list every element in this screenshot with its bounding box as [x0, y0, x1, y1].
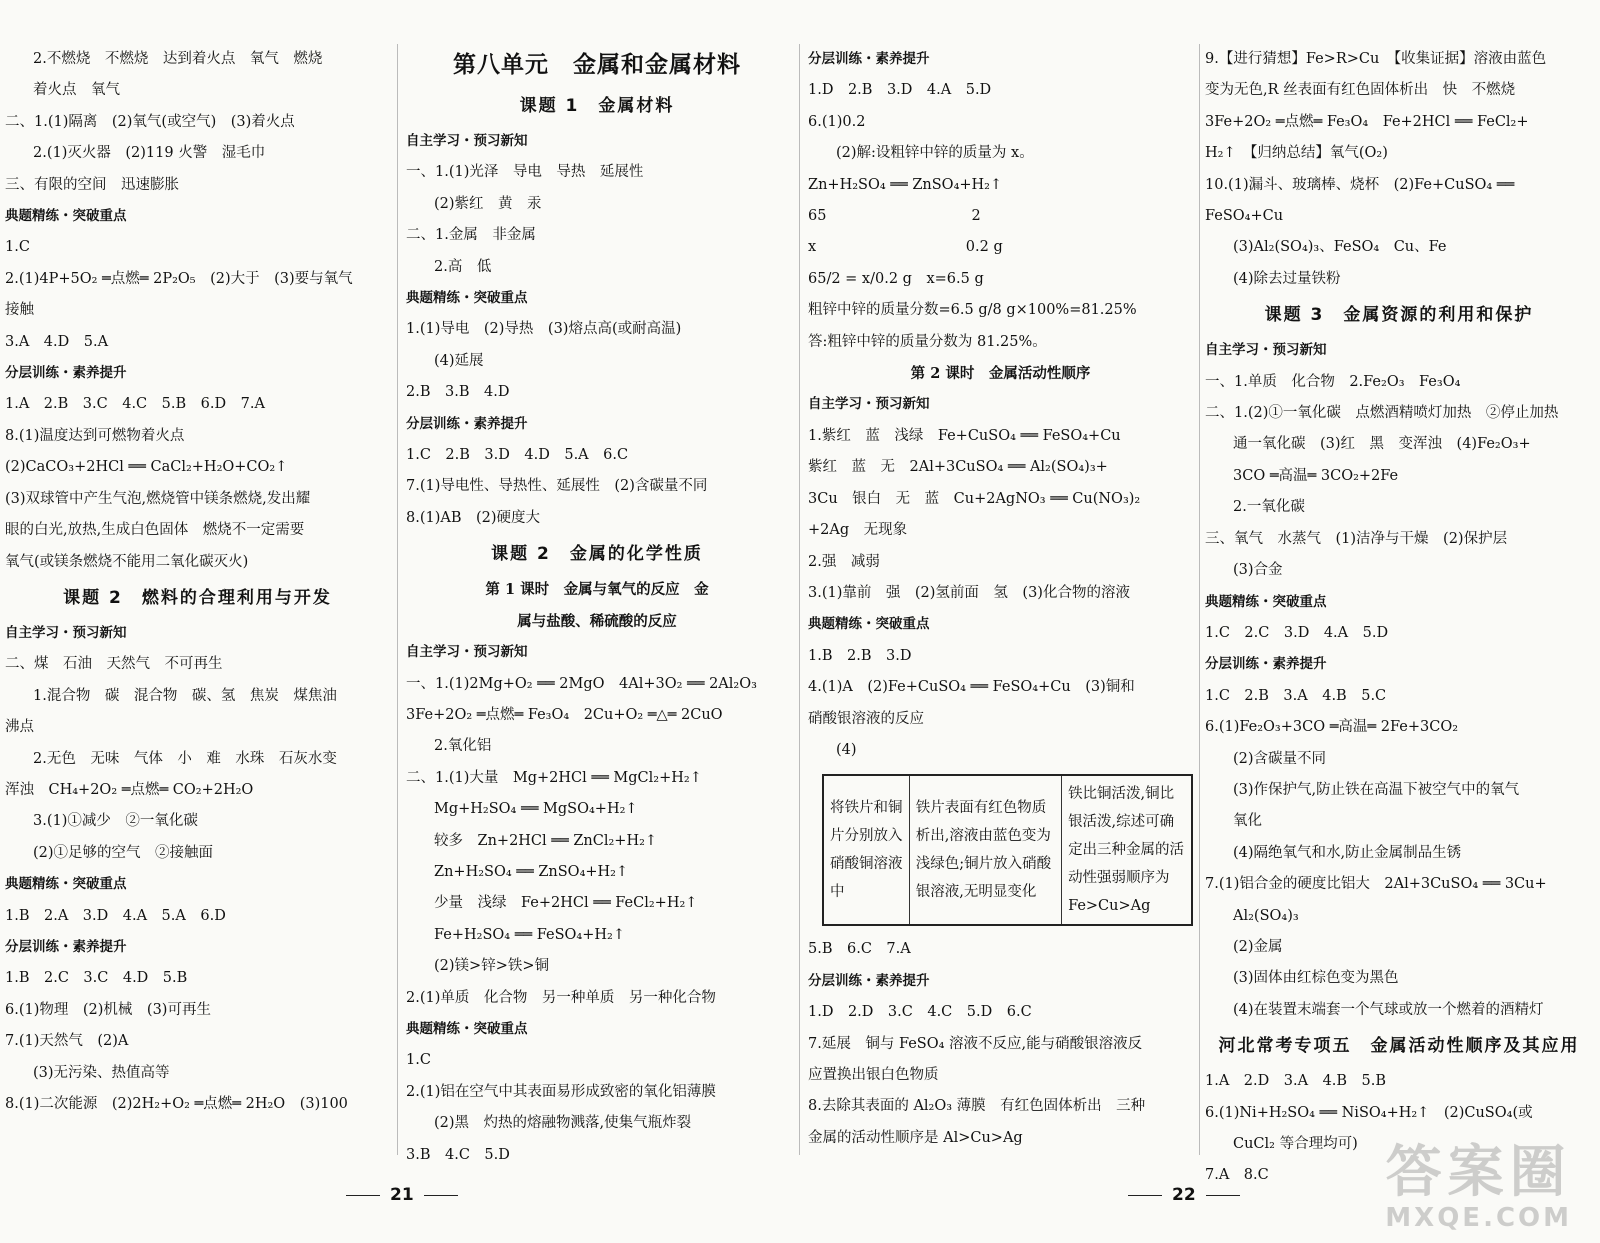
watermark-url: MXQE.COM [1385, 1203, 1572, 1233]
answer-line: 少量 浅绿 Fe+2HCl ══ FeCl₂+H₂↑ [434, 895, 698, 912]
answer-line: 1.C 2.B 3.D 4.D 5.A 6.C [406, 447, 629, 464]
answer-line: 二、煤 石油 天然气 不可再生 [5, 656, 223, 673]
answer-line: Fe+H₂SO₄ ══ FeSO₄+H₂↑ [434, 926, 626, 943]
section-label: 典题精练・突破重点 [1205, 593, 1327, 610]
lesson-title: 课题 3 金属资源的利用和保护 [1264, 305, 1534, 326]
answer-line: 通一氧化碳 (3)红 黑 变浑浊 (4)Fe₂O₃+ [1233, 436, 1531, 453]
answer-line: 3.A 4.D 5.A [5, 333, 109, 350]
answer-line: 1.C [5, 239, 30, 256]
answer-line: 8.去除其表面的 Al₂O₃ 薄膜 有红色固体析出 三种 [808, 1098, 1146, 1115]
section-label: 典题精练・突破重点 [5, 876, 127, 893]
answer-line: 金属的活动性顺序是 Al>Cu>Ag [808, 1129, 1023, 1146]
answer-line: x 0.2 g [808, 239, 1003, 256]
answer-line: 一、1.单质 化合物 2.Fe₂O₃ Fe₃O₄ [1205, 373, 1461, 390]
section-label: 典题精练・突破重点 [406, 290, 528, 307]
answer-line: 答:粗锌中锌的质量分数为 81.25%。 [808, 333, 1047, 350]
column-4 [1205, 44, 1593, 1192]
answer-line: 3.(1)①减少 ②一氧化碳 [33, 813, 198, 830]
answer-line: +2Ag 无现象 [808, 522, 908, 539]
answer-line: 二、1.(1)大量 Mg+2HCl ══ MgCl₂+H₂↑ [406, 769, 702, 786]
answer-line: 1.紫红 蓝 浅绿 Fe+CuSO₄ ══ FeSO₄+Cu [808, 427, 1121, 444]
answer-line: 三、氧气 水蒸气 (1)洁净与干燥 (2)保护层 [1205, 530, 1508, 547]
answer-line: 变为无色,R 丝表面有红色固体析出 快 不燃烧 [1205, 82, 1516, 99]
answer-line: 8.(1)温度达到可燃物着火点 [5, 427, 185, 444]
answer-line: (4)延展 [434, 352, 484, 369]
section-label: 分层训练・素养提升 [1205, 656, 1327, 673]
section-label: 分层训练・素养提升 [5, 365, 127, 382]
answer-line: (2)含碳量不同 [1233, 750, 1327, 767]
answer-line: 6.(1)Fe₂O₃+3CO ═高温═ 2Fe+3CO₂ [1205, 719, 1459, 736]
unit-title: 第八单元 金属和金属材料 [453, 52, 741, 78]
column-1 [5, 44, 390, 1120]
answer-line: (2)镁>锌>铁>铜 [434, 958, 549, 975]
answer-line: 2.(1)4P+5O₂ ═点燃═ 2P₂O₅ (2)大于 (3)要与氧气 [5, 270, 353, 287]
answer-line: Al₂(SO₄)₃ [1233, 907, 1299, 924]
answer-line: 1.混合物 碳 混合物 碳、氢 焦炭 煤焦油 [33, 687, 337, 704]
answer-line: 应置换出银白色物质 [808, 1066, 939, 1083]
answer-line: 着火点 氧气 [33, 82, 120, 99]
answer-line: 7.(1)铝合金的硬度比铝大 2Al+3CuSO₄ ══ 3Cu+ [1205, 876, 1547, 893]
answer-line: 3CO ═高温═ 3CO₂+2Fe [1233, 467, 1399, 484]
answer-line: (4) [836, 741, 857, 758]
section-label: 自主学习・预习新知 [5, 624, 127, 641]
section-label: 典题精练・突破重点 [5, 208, 127, 225]
answer-line: 一、1.(1)2Mg+O₂ ══ 2MgO 4Al+3O₂ ══ 2Al₂O₃ [406, 675, 757, 692]
answer-line: 接触 [5, 302, 34, 319]
page-number-right: 22 [1118, 1185, 1250, 1205]
answer-line: (3)双球管中产生气泡,燃烧管中镁条燃烧,发出耀 [5, 490, 311, 507]
answer-line: 5.B 6.C 7.A [808, 941, 911, 958]
answer-line: (3)无污染、热值高等 [33, 1064, 170, 1081]
answer-line: 1.C [406, 1052, 431, 1069]
column-divider [799, 44, 800, 1155]
column-2 [406, 44, 788, 1171]
answer-line: 沸点 [5, 719, 34, 736]
answer-line: 二、1.(1)隔离 (2)氧气(或空气) (3)着火点 [5, 113, 295, 130]
answer-line: 3Cu 银白 无 蓝 Cu+2AgNO₃ ══ Cu(NO₃)₂ [808, 490, 1141, 507]
answer-line: 6.(1)物理 (2)机械 (3)可再生 [5, 1001, 211, 1018]
answer-line: 紫红 蓝 无 2Al+3CuSO₄ ══ Al₂(SO₄)₃+ [808, 459, 1108, 476]
answer-line: 6.(1)0.2 [808, 113, 866, 130]
lesson-title: 课题 2 燃料的合理利用与开发 [63, 587, 332, 608]
answer-line: (3)作保护气,防止铁在高温下被空气中的氧气 [1233, 781, 1520, 798]
answer-line: 2.(1)单质 化合物 另一种单质 另一种化合物 [406, 989, 716, 1006]
answer-line: 1.B 2.C 3.C 4.D 5.B [5, 970, 188, 987]
answer-line: 1.C 2.C 3.D 4.A 5.D [1205, 624, 1389, 641]
answer-line: 1.D 2.D 3.C 4.C 5.D 6.C [808, 1004, 1032, 1021]
answer-line: 1.A 2.B 3.C 4.C 5.B 6.D 7.A [5, 396, 265, 413]
section-label: 分层训练・素养提升 [808, 972, 930, 989]
answer-line: (2)①足够的空气 ②接触面 [33, 844, 214, 861]
period-title: 第 2 课时 金属活动性顺序 [910, 365, 1091, 383]
section-label: 自主学习・预习新知 [1205, 342, 1327, 359]
answer-line: 1.B 2.A 3.D 4.A 5.A 6.D [5, 907, 226, 924]
answer-line: 65/2 = x/0.2 g x=6.5 g [808, 270, 984, 287]
answer-line: 7.延展 铜与 FeSO₄ 溶液不反应,能与硝酸银溶液反 [808, 1035, 1143, 1052]
answer-line: 1.B 2.B 3.D [808, 647, 912, 664]
answer-line: Zn+H₂SO₄ ══ ZnSO₄+H₂↑ [434, 863, 629, 880]
answer-line: 6.(1)Ni+H₂SO₄ ══ NiSO₄+H₂↑ (2)CuSO₄(或 [1205, 1104, 1533, 1121]
answer-line: 一、1.(1)光泽 导电 导热 延展性 [406, 164, 644, 181]
watermark-logo-text: 答案圈 [1385, 1140, 1572, 1205]
answer-line: (2)CaCO₃+2HCl ══ CaCl₂+H₂O+CO₂↑ [5, 459, 288, 476]
answer-line: 7.(1)天然气 (2)A [5, 1033, 129, 1050]
answer-line: 3.(1)靠前 强 (2)氢前面 氢 (3)化合物的溶液 [808, 584, 1130, 601]
answer-line: (2)黑 灼热的熔融物溅落,使集气瓶炸裂 [434, 1115, 692, 1132]
answer-line: 2.一氧化碳 [1233, 499, 1305, 516]
answer-line: FeSO₄+Cu [1205, 208, 1284, 225]
answer-line: 3.B 4.C 5.D [406, 1146, 510, 1163]
answer-line: 2.无色 无味 气体 小 难 水珠 石灰水变 [33, 750, 337, 767]
answer-line: 3Fe+2O₂ ═点燃═ Fe₃O₄ 2Cu+O₂ ═△═ 2CuO [406, 706, 723, 723]
answer-line: 较多 Zn+2HCl ══ ZnCl₂+H₂↑ [434, 832, 658, 849]
table-cell: 将铁片和铜片分别放入硝酸铜溶液中 [823, 775, 909, 925]
answer-line: 1.C 2.B 3.A 4.B 5.C [1205, 687, 1387, 704]
section-label: 分层训练・素养提升 [406, 415, 528, 432]
answer-line: (3)合金 [1233, 562, 1283, 579]
lesson-title: 课题 2 金属的化学性质 [491, 544, 703, 565]
experiment-table [822, 774, 1193, 926]
answer-line: 氧化 [1233, 813, 1262, 830]
answer-line: H₂↑ 【归纳总结】氧气(O₂) [1205, 145, 1388, 162]
section-label: 自主学习・预习新知 [808, 396, 930, 413]
answer-line: 2.强 减弱 [808, 553, 880, 570]
answer-line: (4)隔绝氧气和水,防止金属制品生锈 [1233, 844, 1462, 861]
section-label: 典题精练・突破重点 [406, 1020, 528, 1037]
answer-line: 10.(1)漏斗、玻璃棒、烧杯 (2)Fe+CuSO₄ ══ [1205, 176, 1515, 193]
answer-line: 8.(1)AB (2)硬度大 [406, 509, 541, 526]
answer-line: 7.(1)导电性、导热性、延展性 (2)含碳量不同 [406, 478, 708, 495]
column-divider [1199, 44, 1200, 1155]
section-label: 分层训练・素养提升 [808, 51, 930, 67]
period-title: 第 1 课时 金属与氧气的反应 金 [485, 581, 709, 599]
answer-line: 二、1.(2)①一氧化碳 点燃酒精喷灯加热 ②停止加热 [1205, 405, 1559, 422]
answer-line: 硝酸银溶液的反应 [808, 710, 924, 727]
watermark [1385, 1140, 1572, 1233]
section-label: 典题精练・突破重点 [808, 616, 930, 633]
answer-line: 2.(1)灭火器 (2)119 火警 湿毛巾 [33, 145, 266, 162]
answer-line: (4)除去过量铁粉 [1233, 270, 1341, 287]
answer-line: 8.(1)二次能源 (2)2H₂+O₂ ═点燃═ 2H₂O (3)100 [5, 1096, 348, 1112]
answer-line: 9.【进行猜想】Fe>R>Cu 【收集证据】溶液由蓝色 [1205, 51, 1547, 67]
answer-line: 4.(1)A (2)Fe+CuSO₄ ══ FeSO₄+Cu (3)铜和 [808, 679, 1135, 696]
answer-line: 2.不燃烧 不燃烧 达到着火点 氧气 燃烧 [33, 51, 323, 67]
column-3 [808, 44, 1193, 1154]
table-cell: 铁比铜活泼,铜比银活泼,综述可确定出三种金属的活动性强弱顺序为 Fe>Cu>Ag [1062, 775, 1192, 925]
answer-line: 1.(1)导电 (2)导热 (3)熔点高(或耐高温) [406, 321, 682, 338]
answer-line: Mg+H₂SO₄ ══ MgSO₄+H₂↑ [434, 801, 638, 818]
answer-line: 1.D 2.B 3.D 4.A 5.D [808, 82, 992, 99]
answer-line: 3Fe+2O₂ ═点燃═ Fe₃O₄ Fe+2HCl ══ FeCl₂+ [1205, 113, 1529, 130]
answer-line: (2)解:设粗锌中锌的质量为 x。 [836, 145, 1034, 162]
page-number-left: 21 [336, 1185, 468, 1205]
lesson-title: 课题 1 金属材料 [519, 96, 675, 116]
answer-line: 2.高 低 [434, 258, 492, 275]
answer-line: 2.B 3.B 4.D [406, 384, 510, 401]
answer-line: (3)固体由红棕色变为黑色 [1233, 970, 1399, 987]
answer-line: 三、有限的空间 迅速膨胀 [5, 176, 179, 193]
answer-line: (2)金属 [1233, 938, 1283, 955]
answer-line: 眼的白光,放热,生成白色固体 燃烧不一定需要 [5, 522, 305, 539]
column-divider [397, 44, 398, 1155]
answer-line: (2)紫红 黄 汞 [434, 195, 542, 212]
answer-line: 2.(1)铝在空气中其表面易形成致密的氧化铝薄膜 [406, 1083, 716, 1100]
answer-line: (4)在装置末端套一个气球或放一个燃着的酒精灯 [1233, 1001, 1544, 1018]
answer-line: 氧气(或镁条燃烧不能用二氧化碳灭火) [5, 553, 249, 570]
table-cell: 铁片表面有红色物质析出,溶液由蓝色变为浅绿色;铜片放入硝酸银溶液,无明显变化 [909, 775, 1061, 925]
answer-line: CuCl₂ 等合理均可) [1233, 1136, 1358, 1152]
section-label: 自主学习・预习新知 [406, 644, 528, 661]
section-label: 自主学习・预习新知 [406, 133, 528, 149]
answer-line: 2.氧化铝 [434, 738, 492, 755]
answer-line: 1.A 2.D 3.A 4.B 5.B [1205, 1073, 1387, 1090]
lesson-title: 河北常考专项五 金属活动性顺序及其应用 [1218, 1036, 1580, 1057]
period-title: 属与盐酸、稀硫酸的反应 [517, 612, 677, 630]
answer-line: 65 2 [808, 208, 981, 225]
answer-line: 粗锌中锌的质量分数=6.5 g/8 g×100%=81.25% [808, 302, 1137, 319]
answer-line: 浑浊 CH₄+2O₂ ═点燃═ CO₂+2H₂O [5, 781, 254, 798]
answer-line: 二、1.金属 非金属 [406, 227, 536, 244]
answer-line: 7.A 8.C [1205, 1167, 1269, 1184]
answer-line: Zn+H₂SO₄ ══ ZnSO₄+H₂↑ [808, 176, 1003, 193]
section-label: 分层训练・素养提升 [5, 938, 127, 955]
answer-line: (3)Al₂(SO₄)₃、FeSO₄ Cu、Fe [1233, 239, 1447, 256]
